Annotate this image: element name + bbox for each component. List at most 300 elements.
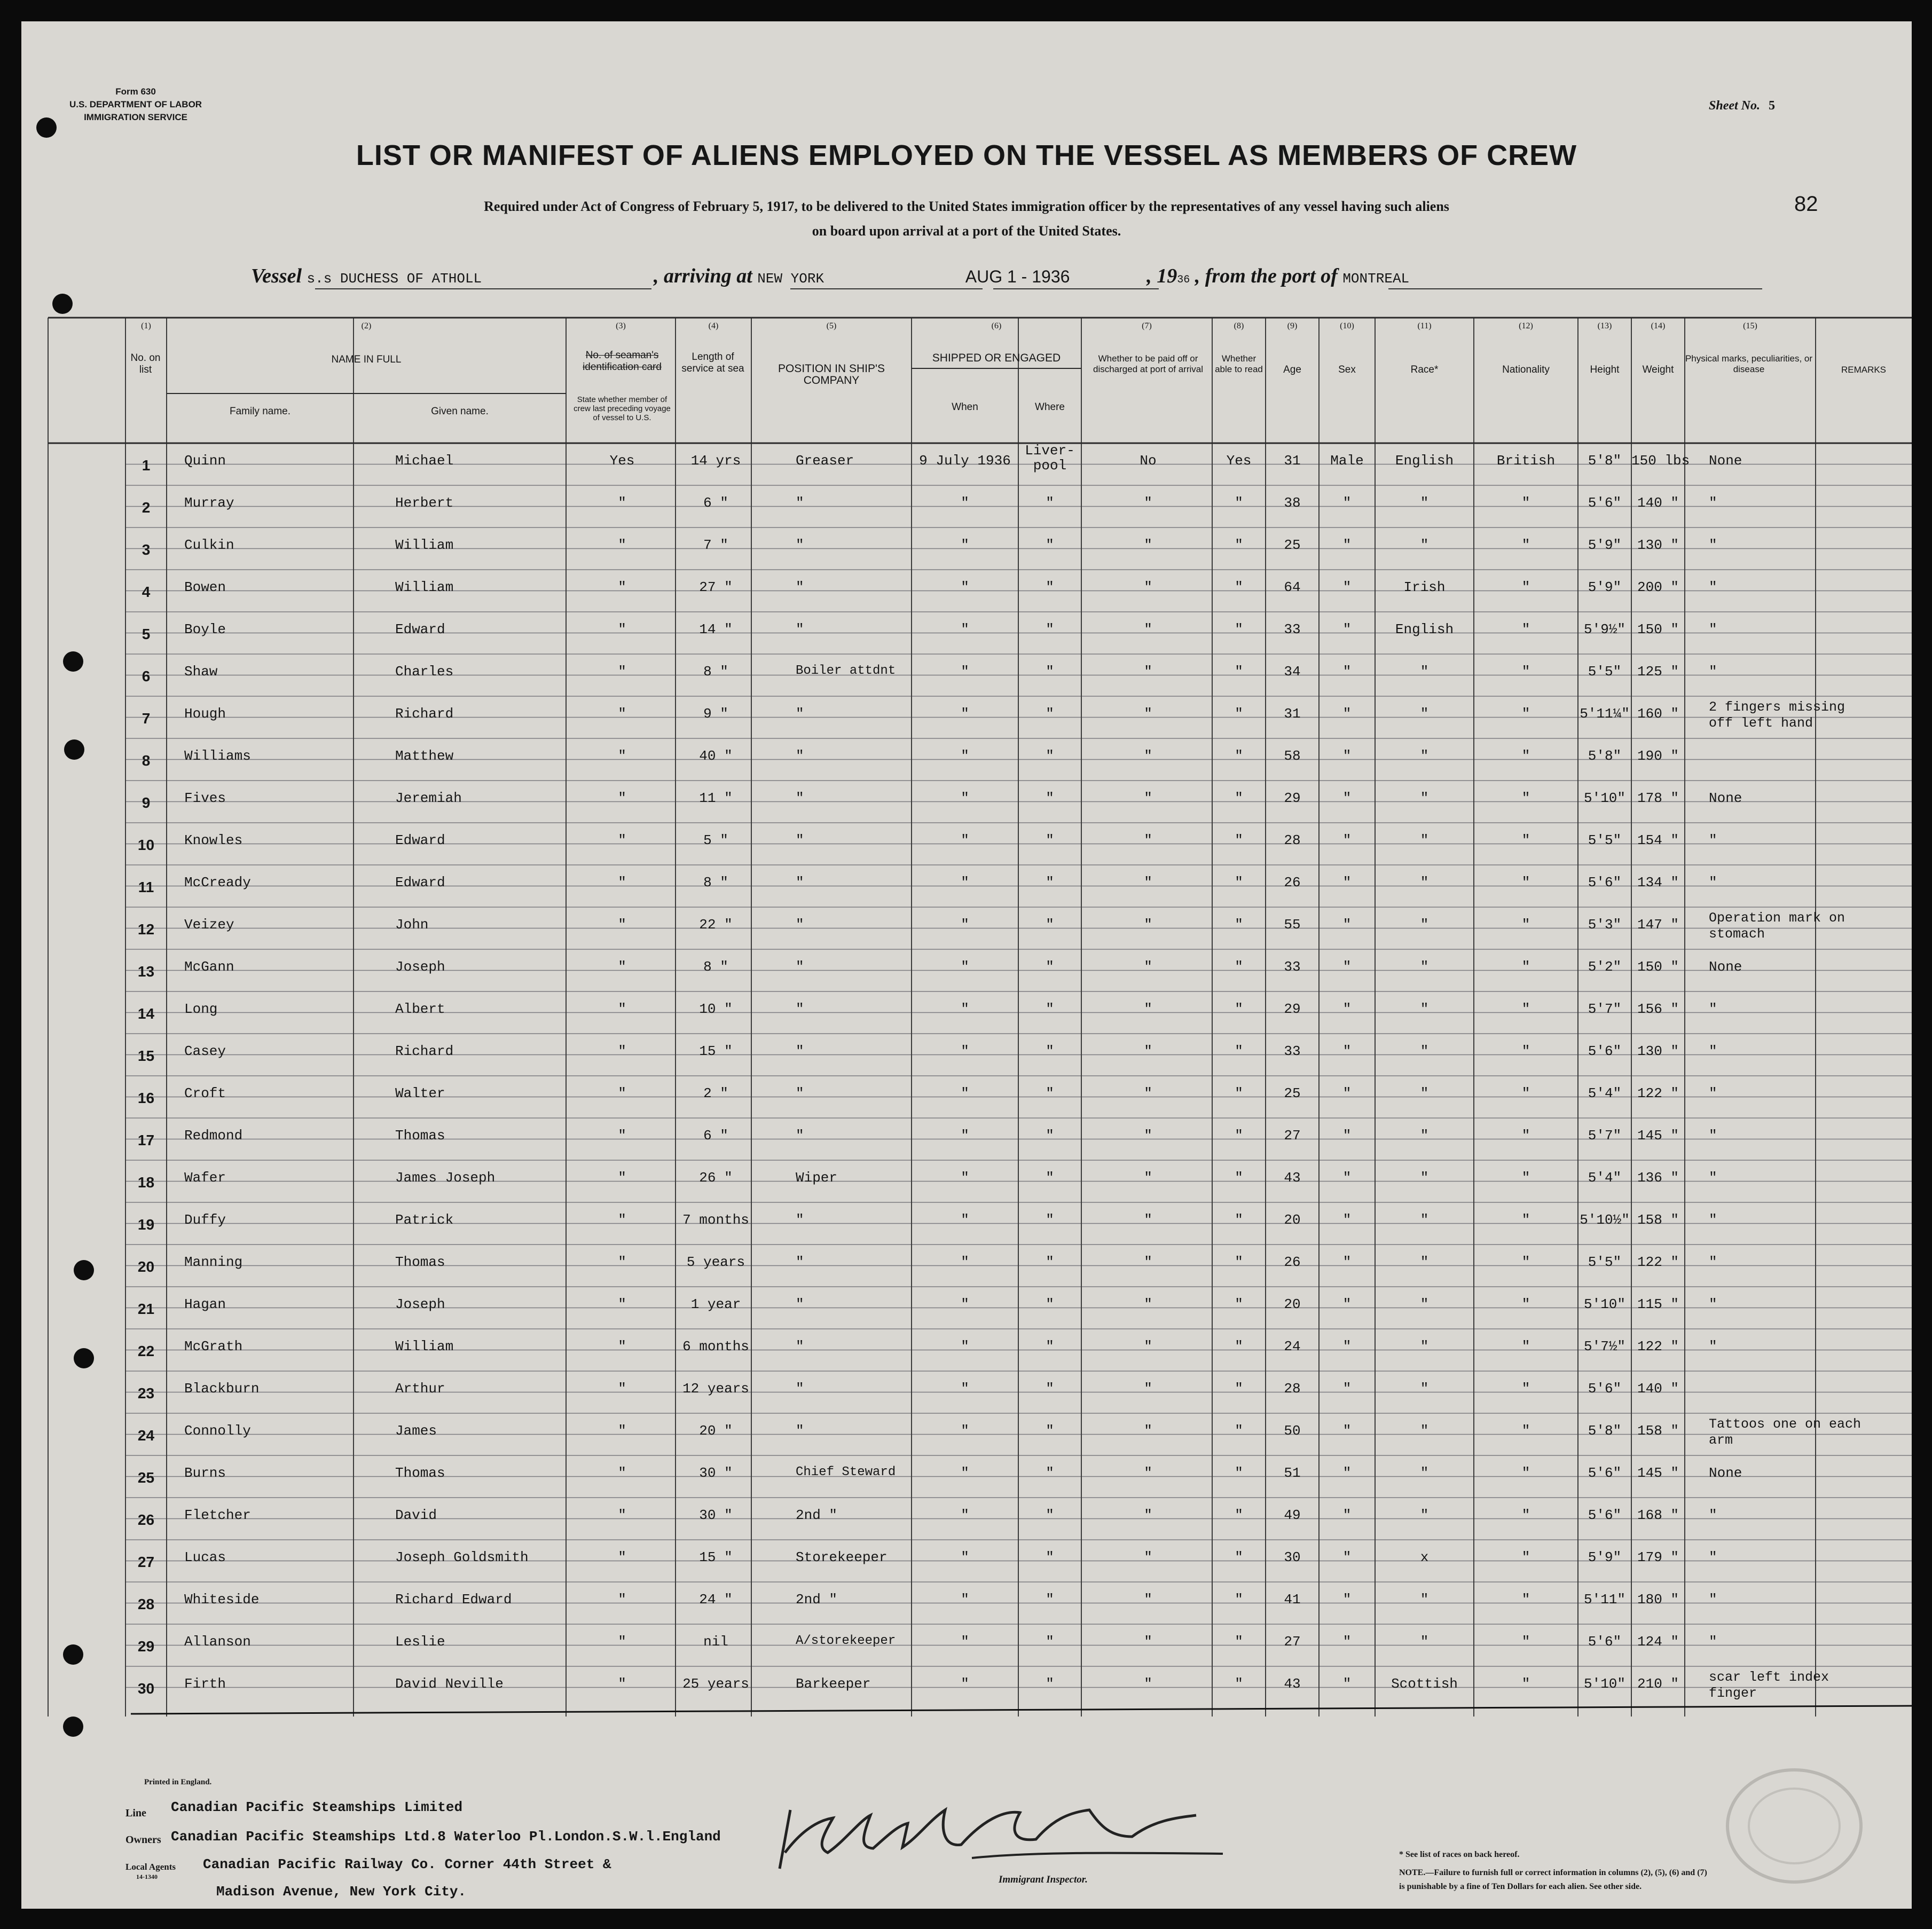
column-number: (5) xyxy=(826,321,837,330)
height-cell: 5'11" xyxy=(1583,1592,1625,1608)
column-number: (4) xyxy=(708,321,719,330)
physical-marks-cell: " xyxy=(1709,1043,1717,1059)
header-given-name: Given name. xyxy=(431,406,489,417)
shipped-when-cell: " xyxy=(961,706,969,722)
header-where: Where xyxy=(1035,401,1065,413)
weight-cell: 136 " xyxy=(1637,1170,1679,1186)
sex-cell: " xyxy=(1342,495,1352,511)
physical-marks-cell: Operation mark on stomach xyxy=(1709,910,1845,942)
age-cell: 34 xyxy=(1284,664,1301,680)
nationality-cell: " xyxy=(1521,790,1530,806)
race-cell: English xyxy=(1395,621,1454,637)
shipped-when-cell: " xyxy=(961,1592,969,1608)
able-to-read-cell: " xyxy=(1235,1043,1243,1059)
row-number: 10 xyxy=(137,837,155,853)
row-number: 18 xyxy=(137,1174,155,1191)
shipped-when-cell: " xyxy=(961,875,969,891)
physical-marks-cell: " xyxy=(1709,1085,1717,1101)
row-number: 23 xyxy=(137,1385,155,1402)
paid-off-cell: " xyxy=(1144,537,1152,553)
header-sex: Sex xyxy=(1338,364,1356,375)
family-name-cell: McGrath xyxy=(184,1339,243,1355)
header-remarks: REMARKS xyxy=(1841,365,1887,375)
given-name-cell: William xyxy=(395,1339,454,1355)
sex-cell: " xyxy=(1342,537,1352,553)
shipped-where-cell: " xyxy=(1046,1592,1054,1608)
voyage-status-cell: " xyxy=(618,832,626,848)
able-to-read-cell: " xyxy=(1235,1423,1243,1439)
vessel-label: Vessel xyxy=(251,265,302,287)
sex-cell: " xyxy=(1342,1465,1352,1481)
sex-cell: " xyxy=(1342,1085,1352,1101)
length-of-service-cell: 5 " xyxy=(703,832,728,848)
height-cell: 5'7" xyxy=(1588,1128,1622,1144)
agents-value-1: Canadian Pacific Railway Co. Corner 44th Street & xyxy=(203,1856,611,1872)
able-to-read-cell: " xyxy=(1235,1549,1243,1565)
paid-off-cell: " xyxy=(1144,1634,1152,1650)
shipped-where-cell: " xyxy=(1046,1296,1054,1312)
height-cell: 5'10½" xyxy=(1580,1212,1630,1228)
sex-cell: " xyxy=(1342,959,1352,975)
agents-value-2: Madison Avenue, New York City. xyxy=(216,1884,467,1900)
sex-cell: " xyxy=(1342,579,1352,595)
race-cell: " xyxy=(1420,790,1429,806)
family-name-cell: Whiteside xyxy=(184,1592,260,1608)
voyage-status-cell: " xyxy=(618,917,626,933)
page-title: LIST OR MANIFEST OF ALIENS EMPLOYED ON THE VESSEL AS MEMBERS OF CREW xyxy=(356,139,1577,171)
nationality-cell: " xyxy=(1521,748,1530,764)
shipped-when-cell: 9 July 1936 xyxy=(919,453,1011,469)
penalty-note-line-1: NOTE.—Failure to furnish full or correct information in columns (2), (5), (6) and (7) xyxy=(1399,1868,1707,1877)
line-value: Canadian Pacific Steamships Limited xyxy=(171,1799,463,1815)
physical-marks-cell: None xyxy=(1709,453,1742,469)
voyage-status-cell: " xyxy=(618,1254,626,1270)
row-number: 1 xyxy=(142,457,151,474)
length-of-service-cell: 12 years xyxy=(682,1381,749,1397)
sex-cell: " xyxy=(1342,1170,1352,1186)
sex-cell: " xyxy=(1342,1128,1352,1144)
row-number: 20 xyxy=(137,1258,155,1275)
position-cell: Storekeeper xyxy=(796,1549,888,1565)
voyage-status-cell: " xyxy=(618,1339,626,1355)
sex-cell: " xyxy=(1342,917,1352,933)
voyage-status-cell: " xyxy=(618,1676,626,1692)
shipped-when-cell: " xyxy=(961,1549,969,1565)
nationality-cell: " xyxy=(1521,1001,1530,1017)
shipped-where-cell: " xyxy=(1046,495,1054,511)
row-number: 5 xyxy=(142,626,151,642)
length-of-service-cell: 22 " xyxy=(699,917,733,933)
paid-off-cell: " xyxy=(1144,832,1152,848)
nationality-cell: " xyxy=(1521,537,1530,553)
height-cell: 5'10" xyxy=(1583,790,1625,806)
age-cell: 55 xyxy=(1284,917,1301,933)
header-nationality: Nationality xyxy=(1502,364,1550,375)
family-name-cell: Murray xyxy=(184,495,234,511)
shipped-where-cell: " xyxy=(1046,1212,1054,1228)
weight-cell: 140 " xyxy=(1637,495,1679,511)
age-cell: 50 xyxy=(1284,1423,1301,1439)
row-number: 22 xyxy=(137,1343,155,1359)
shipped-when-cell: " xyxy=(961,790,969,806)
race-cell: " xyxy=(1420,1001,1429,1017)
physical-marks-cell: " xyxy=(1709,579,1717,595)
age-cell: 49 xyxy=(1284,1507,1301,1523)
column-number: (9) xyxy=(1287,321,1298,330)
nationality-cell: " xyxy=(1521,1212,1530,1228)
position-cell: 2nd " xyxy=(796,1592,838,1608)
weight-cell: 150 " xyxy=(1637,959,1679,975)
voyage-status-cell: " xyxy=(618,1423,626,1439)
position-cell: " xyxy=(796,537,804,553)
given-name-cell: Edward xyxy=(395,832,445,848)
age-cell: 29 xyxy=(1284,1001,1301,1017)
shipped-where-cell: " xyxy=(1046,706,1054,722)
column-number: (13) xyxy=(1597,321,1612,330)
paid-off-cell: " xyxy=(1144,790,1152,806)
height-cell: 5'2" xyxy=(1588,959,1622,975)
shipped-where-cell: " xyxy=(1046,1634,1054,1650)
given-name-cell: Thomas xyxy=(395,1254,445,1270)
length-of-service-cell: 30 " xyxy=(699,1465,733,1481)
sex-cell: " xyxy=(1342,1676,1352,1692)
header-name-in-full: NAME IN FULL xyxy=(331,354,402,365)
physical-marks-cell: " xyxy=(1709,1170,1717,1186)
department: U.S. DEPARTMENT OF LABOR xyxy=(69,99,202,109)
race-cell: " xyxy=(1420,1381,1429,1397)
nationality-cell: " xyxy=(1521,1381,1530,1397)
row-number: 11 xyxy=(138,879,154,895)
given-name-cell: Matthew xyxy=(395,748,454,764)
paid-off-cell: " xyxy=(1144,1170,1152,1186)
age-cell: 64 xyxy=(1284,579,1301,595)
height-cell: 5'7½" xyxy=(1583,1339,1625,1355)
given-name-cell: Patrick xyxy=(395,1212,454,1228)
shipped-when-cell: " xyxy=(961,1507,969,1523)
shipped-when-cell: " xyxy=(961,1423,969,1439)
sex-cell: " xyxy=(1342,706,1352,722)
voyage-status-cell: " xyxy=(618,875,626,891)
sheet-value: 5 xyxy=(1769,99,1775,113)
header-family-name: Family name. xyxy=(229,406,291,417)
physical-marks-cell: " xyxy=(1709,664,1717,680)
sex-cell: " xyxy=(1342,875,1352,891)
nationality-cell: " xyxy=(1521,1507,1530,1523)
position-cell: " xyxy=(796,1128,804,1144)
voyage-status-cell: " xyxy=(618,1212,626,1228)
paid-off-cell: " xyxy=(1144,706,1152,722)
shipped-when-cell: " xyxy=(961,748,969,764)
length-of-service-cell: 2 " xyxy=(703,1085,728,1101)
race-cell: " xyxy=(1420,1212,1429,1228)
given-name-cell: Thomas xyxy=(395,1465,445,1481)
height-cell: 5'10" xyxy=(1583,1296,1625,1312)
row-number: 6 xyxy=(142,668,151,684)
departure-port: MONTREAL xyxy=(1342,271,1410,287)
physical-marks-cell: " xyxy=(1709,875,1717,891)
position-cell: " xyxy=(796,1254,804,1270)
weight-cell: 122 " xyxy=(1637,1085,1679,1101)
length-of-service-cell: 30 " xyxy=(699,1507,733,1523)
paid-off-cell: " xyxy=(1144,1507,1152,1523)
column-number: (6) xyxy=(991,321,1002,330)
given-name-cell: William xyxy=(395,537,454,553)
sex-cell: " xyxy=(1342,1634,1352,1650)
height-cell: 5'11¼" xyxy=(1580,706,1630,722)
given-name-cell: Joseph Goldsmith xyxy=(395,1549,529,1565)
sex-cell: " xyxy=(1342,1296,1352,1312)
able-to-read-cell: " xyxy=(1235,1381,1243,1397)
length-of-service-cell: nil xyxy=(703,1634,728,1650)
given-name-cell: Leslie xyxy=(395,1634,445,1650)
shipped-where-cell: " xyxy=(1046,875,1054,891)
shipped-when-cell: " xyxy=(961,1085,969,1101)
race-cell: " xyxy=(1420,1339,1429,1355)
physical-marks-cell: " xyxy=(1709,1507,1717,1523)
row-number: 15 xyxy=(137,1048,155,1064)
given-name-cell: Jeremiah xyxy=(395,790,462,806)
age-cell: 25 xyxy=(1284,537,1301,553)
shipped-when-cell: " xyxy=(961,1001,969,1017)
shipped-where-cell: " xyxy=(1046,579,1054,595)
position-cell: " xyxy=(796,832,804,848)
row-number: 4 xyxy=(142,584,151,600)
header-id-card: No. of seaman's identification card xyxy=(583,350,662,373)
physical-marks-cell: " xyxy=(1709,1339,1717,1355)
column-number: (1) xyxy=(141,321,151,330)
able-to-read-cell: " xyxy=(1235,1676,1243,1692)
voyage-status-cell: " xyxy=(618,790,626,806)
inspector-signature xyxy=(769,1789,1250,1874)
height-cell: 5'6" xyxy=(1588,495,1622,511)
shipped-where-cell: " xyxy=(1046,537,1054,553)
position-cell: " xyxy=(796,1423,804,1439)
sex-cell: " xyxy=(1342,790,1352,806)
arrival-port: NEW YORK xyxy=(757,271,824,287)
race-cell: " xyxy=(1420,875,1429,891)
able-to-read-cell: " xyxy=(1235,1465,1243,1481)
family-name-cell: Burns xyxy=(184,1465,226,1481)
weight-cell: 130 " xyxy=(1637,537,1679,553)
weight-cell: 158 " xyxy=(1637,1212,1679,1228)
page-number: 82 xyxy=(1794,192,1818,216)
weight-cell: 168 " xyxy=(1637,1507,1679,1523)
nationality-cell: " xyxy=(1521,959,1530,975)
paid-off-cell: " xyxy=(1144,1254,1152,1270)
nationality-cell: " xyxy=(1521,1465,1530,1481)
paid-off-cell: " xyxy=(1144,579,1152,595)
shipped-when-cell: " xyxy=(961,1128,969,1144)
age-cell: 27 xyxy=(1284,1634,1301,1650)
sex-cell: " xyxy=(1342,1339,1352,1355)
family-name-cell: Long xyxy=(184,1001,218,1017)
age-cell: 24 xyxy=(1284,1339,1301,1355)
nationality-cell: " xyxy=(1521,875,1530,891)
age-cell: 28 xyxy=(1284,1381,1301,1397)
sex-cell: " xyxy=(1342,664,1352,680)
sex-cell: " xyxy=(1342,1592,1352,1608)
header-position: POSITION IN SHIP'S COMPANY xyxy=(777,363,885,387)
length-of-service-cell: 24 " xyxy=(699,1592,733,1608)
sex-cell: " xyxy=(1342,1212,1352,1228)
age-cell: 43 xyxy=(1284,1676,1301,1692)
penalty-note xyxy=(1399,1866,1707,1894)
voyage-status-cell: " xyxy=(618,1170,626,1186)
nationality-cell: " xyxy=(1521,917,1530,933)
family-name-cell: Connolly xyxy=(184,1423,251,1439)
shipped-when-cell: " xyxy=(961,1339,969,1355)
weight-cell: 147 " xyxy=(1637,917,1679,933)
physical-marks-cell: None xyxy=(1709,1465,1742,1481)
weight-cell: 179 " xyxy=(1637,1549,1679,1565)
column-number: (8) xyxy=(1234,321,1244,330)
race-cell: " xyxy=(1420,1634,1429,1650)
header-id-card-note: State whether member of crew last preceding voyage of vessel to U.S. xyxy=(574,395,671,422)
voyage-status-cell: " xyxy=(618,1296,626,1312)
able-to-read-cell: " xyxy=(1235,1296,1243,1312)
position-cell: 2nd " xyxy=(796,1507,838,1523)
given-name-cell: Albert xyxy=(395,1001,445,1017)
shipped-when-cell: " xyxy=(961,1465,969,1481)
shipped-when-cell: " xyxy=(961,1381,969,1397)
column-number: (3) xyxy=(616,321,626,330)
vessel-name: s.s DUCHESS OF ATHOLL xyxy=(307,271,482,287)
given-name-cell: Arthur xyxy=(395,1381,445,1397)
family-name-cell: McGann xyxy=(184,959,234,975)
able-to-read-cell: " xyxy=(1235,664,1243,680)
nationality-cell: " xyxy=(1521,706,1530,722)
shipped-where-cell: " xyxy=(1046,1128,1054,1144)
given-name-cell: Richard xyxy=(395,706,454,722)
row-number: 16 xyxy=(137,1090,155,1106)
length-of-service-cell: 26 " xyxy=(699,1170,733,1186)
physical-marks-cell: None xyxy=(1709,959,1742,975)
sex-cell: " xyxy=(1342,1043,1352,1059)
paid-off-cell: " xyxy=(1144,1296,1152,1312)
height-cell: 5'6" xyxy=(1588,1465,1622,1481)
header-shipped: SHIPPED OR ENGAGED xyxy=(932,352,1061,364)
sex-cell: " xyxy=(1342,832,1352,848)
nationality-cell: " xyxy=(1521,832,1530,848)
family-name-cell: Culkin xyxy=(184,537,234,553)
weight-cell: 160 " xyxy=(1637,706,1679,722)
paid-off-cell: " xyxy=(1144,664,1152,680)
paid-off-cell: " xyxy=(1144,1676,1152,1692)
shipped-where-cell: " xyxy=(1046,1549,1054,1565)
position-cell: Boiler attdnt xyxy=(796,664,896,678)
position-cell: A/storekeeper xyxy=(796,1634,896,1648)
form-number: Form 630 xyxy=(115,86,156,97)
age-cell: 29 xyxy=(1284,790,1301,806)
physical-marks-cell: " xyxy=(1709,1254,1717,1270)
family-name-cell: Quinn xyxy=(184,453,226,469)
physical-marks-cell: " xyxy=(1709,1634,1717,1650)
column-number: (11) xyxy=(1417,321,1432,330)
able-to-read-cell: " xyxy=(1235,1634,1243,1650)
weight-cell: 145 " xyxy=(1637,1465,1679,1481)
row-number: 8 xyxy=(142,752,151,769)
position-cell: Wiper xyxy=(796,1170,838,1186)
able-to-read-cell: " xyxy=(1235,495,1243,511)
column-number: (15) xyxy=(1743,321,1757,330)
height-cell: 5'6" xyxy=(1588,1043,1622,1059)
height-cell: 5'9" xyxy=(1588,537,1622,553)
row-number: 30 xyxy=(137,1680,155,1697)
shipped-where-cell: Liver- pool xyxy=(1025,443,1075,474)
year-prefix: , 19 xyxy=(1146,265,1177,287)
given-name-cell: Richard xyxy=(395,1043,454,1059)
header-no-on-list: No. on list xyxy=(130,352,161,375)
able-to-read-cell: " xyxy=(1235,1592,1243,1608)
able-to-read-cell: " xyxy=(1235,1085,1243,1101)
height-cell: 5'9" xyxy=(1588,579,1622,595)
race-cell: " xyxy=(1420,1254,1429,1270)
voyage-status-cell: " xyxy=(618,1549,626,1565)
physical-marks-cell: " xyxy=(1709,1212,1717,1228)
able-to-read-cell: " xyxy=(1235,1507,1243,1523)
position-cell: " xyxy=(796,1296,804,1312)
given-name-cell: John xyxy=(395,917,429,933)
shipped-where-cell: " xyxy=(1046,832,1054,848)
shipped-when-cell: " xyxy=(961,664,969,680)
race-cell: " xyxy=(1420,537,1429,553)
voyage-status-cell: " xyxy=(618,706,626,722)
shipped-where-cell: " xyxy=(1046,621,1054,637)
family-name-cell: Williams xyxy=(184,748,251,764)
position-cell: " xyxy=(796,1043,804,1059)
physical-marks-cell: " xyxy=(1709,537,1717,553)
age-cell: 33 xyxy=(1284,1043,1301,1059)
weight-cell: 134 " xyxy=(1637,875,1679,891)
length-of-service-cell: 10 " xyxy=(699,1001,733,1017)
nationality-cell: " xyxy=(1521,1296,1530,1312)
length-of-service-cell: 40 " xyxy=(699,748,733,764)
length-of-service-cell: 8 " xyxy=(703,959,728,975)
row-number: 3 xyxy=(142,541,151,558)
height-cell: 5'10" xyxy=(1583,1676,1625,1692)
shipped-where-cell: " xyxy=(1046,664,1054,680)
shipped-when-cell: " xyxy=(961,959,969,975)
length-of-service-cell: 8 " xyxy=(703,875,728,891)
length-of-service-cell: 7 " xyxy=(703,537,728,553)
header-paid-off: Whether to be paid off or discharged at port of arrival xyxy=(1093,353,1203,374)
weight-cell: 154 " xyxy=(1637,832,1679,848)
shipped-where-cell: " xyxy=(1046,748,1054,764)
age-cell: 33 xyxy=(1284,959,1301,975)
voyage-status-cell: " xyxy=(618,579,626,595)
position-cell: " xyxy=(796,748,804,764)
nationality-cell: " xyxy=(1521,1549,1530,1565)
length-of-service-cell: 15 " xyxy=(699,1549,733,1565)
port-label: , from the port of xyxy=(1195,265,1338,287)
shipped-when-cell: " xyxy=(961,621,969,637)
length-of-service-cell: 15 " xyxy=(699,1043,733,1059)
weight-cell: 130 " xyxy=(1637,1043,1679,1059)
height-cell: 5'3" xyxy=(1588,917,1622,933)
position-cell: Barkeeper xyxy=(796,1676,871,1692)
nationality-cell: " xyxy=(1521,664,1530,680)
header-weight: Weight xyxy=(1642,364,1674,375)
height-cell: 5'8" xyxy=(1588,453,1622,469)
length-of-service-cell: 27 " xyxy=(699,579,733,595)
position-cell: " xyxy=(796,1381,804,1397)
row-number: 24 xyxy=(137,1427,155,1444)
length-of-service-cell: 1 year xyxy=(690,1296,741,1312)
physical-marks-cell: 2 fingers missing off left hand xyxy=(1709,699,1845,731)
race-cell: " xyxy=(1420,1170,1429,1186)
row-number: 9 xyxy=(142,794,151,811)
able-to-read-cell: " xyxy=(1235,579,1243,595)
